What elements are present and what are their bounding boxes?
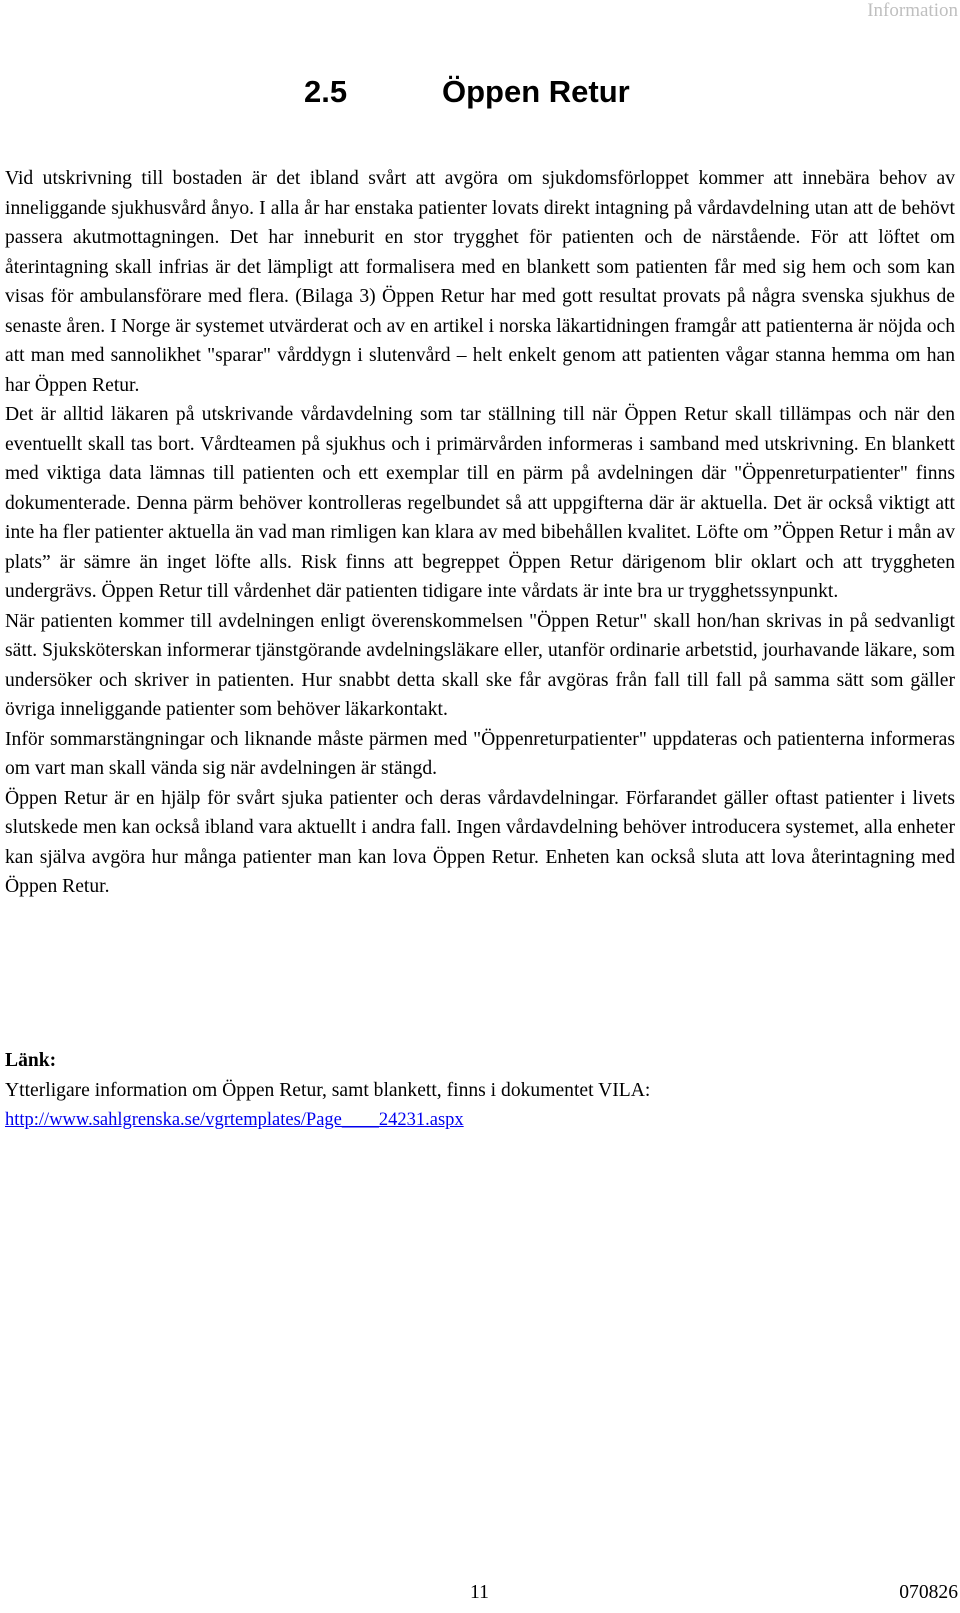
section-title: Öppen Retur [442,74,630,109]
paragraph: Inför sommarstängningar och liknande måste pärmen med "Öppenreturpatienter" uppdateras och patienterna informeras om vart man skall vända sig när avdelningen är stängd. [5,728,955,779]
link-heading: Länk: [5,1050,57,1071]
paragraph: Öppen Retur är en hjälp för svårt sjuka patienter och deras vårdavdelningar. Förfarandet gäller oftast patienter i livets slutskede men kan också ibland vara aktuellt i andra fall. Ingen vårdavdelning behöver introducera systemet, alla enheter kan själva avgöra hur många patienter man kan lova Öppen Retur. Enheten kan också sluta att lova återintagning med Öppen Retur. [5,787,955,897]
body-text [5,164,955,902]
paragraph: Vid utskrivning till bostaden är det ibland svårt att avgöra om sjukdomsförloppet kommer att innebära behov av inneliggande sjukhusvård ånyo. I alla år har enstaka patienter lovats direkt intagning på vårdavdelning utan att de behövt passera akutmottagningen. Det har inneburit en stor trygghet för patienten och de närstående. För att löftet om återintagning skall infrias är det lämpligt att formalisera med en blankett som patienten får med sig hem och som kan visas för ambulansförare med flera. (Bilaga 3) Öppen Retur har med gott resultat provats på några svenska sjukhus de senaste åren. I Norge är systemet utvärderat och av en artikel i norska läkartidningen framgår att patienterna är nöjda och att man med sannolikhet "sparar" vårddygn i slutenvård – helt enkelt genom att patienten vågar stanna hemma om han har Öppen Retur. [5,168,955,396]
header-label: Information [867,0,958,21]
section-number: 2.5 [304,74,348,109]
vila-link[interactable]: http://www.sahlgrenska.se/vgrtemplates/Page____24231.aspx [5,1110,464,1130]
document-date-code: 070826 [899,1582,958,1603]
paragraph: När patienten kommer till avdelningen enligt överenskommelsen "Öppen Retur" skall hon/han skrivas in på sedvanligt sätt. Sjuksköterskan informerar tjänstgörande avdelningsläkare eller, utanför ordinarie arbetstid, jourhavande läkare, som undersöker och skriver in patienten. Hur snabbt detta skall ske får avgöras från fall till fall på samma sätt som gäller övriga inneliggande patienter som behöver läkarkontakt. [5,610,955,720]
link-description: Ytterligare information om Öppen Retur, samt blankett, finns i dokumentet VILA: [5,1079,651,1101]
link-section [5,1046,955,1136]
page-number: 11 [470,1582,489,1603]
paragraph: Det är alltid läkaren på utskrivande vårdavdelning som tar ställning till när Öppen Retur skall tillämpas och när den eventuellt skall tas bort. Vårdteamen på sjukhus och i primärvården informeras i samband med utskrivning. En blankett med viktiga data lämnas till patienten och ett exemplar till en pärm på avdelningen där "Öppenreturpatienter" finns dokumenterade. Denna pärm behöver kontrolleras regelbundet så att uppgifterna där är aktuella. Det är också viktigt att inte ha fler patienter aktuella än vad man rimligen kan klara av med bibehållen kvalitet. Löfte om ”Öppen Retur i mån av plats” är sämre än inget löfte alls. Risk finns att begreppet Öppen Retur därigenom blir oklart och att tryggheten undergrävs. Öppen Retur till vårdenhet där patienten tidigare inte vårdats är inte bra ur trygghetssynpunkt. [5,404,955,602]
